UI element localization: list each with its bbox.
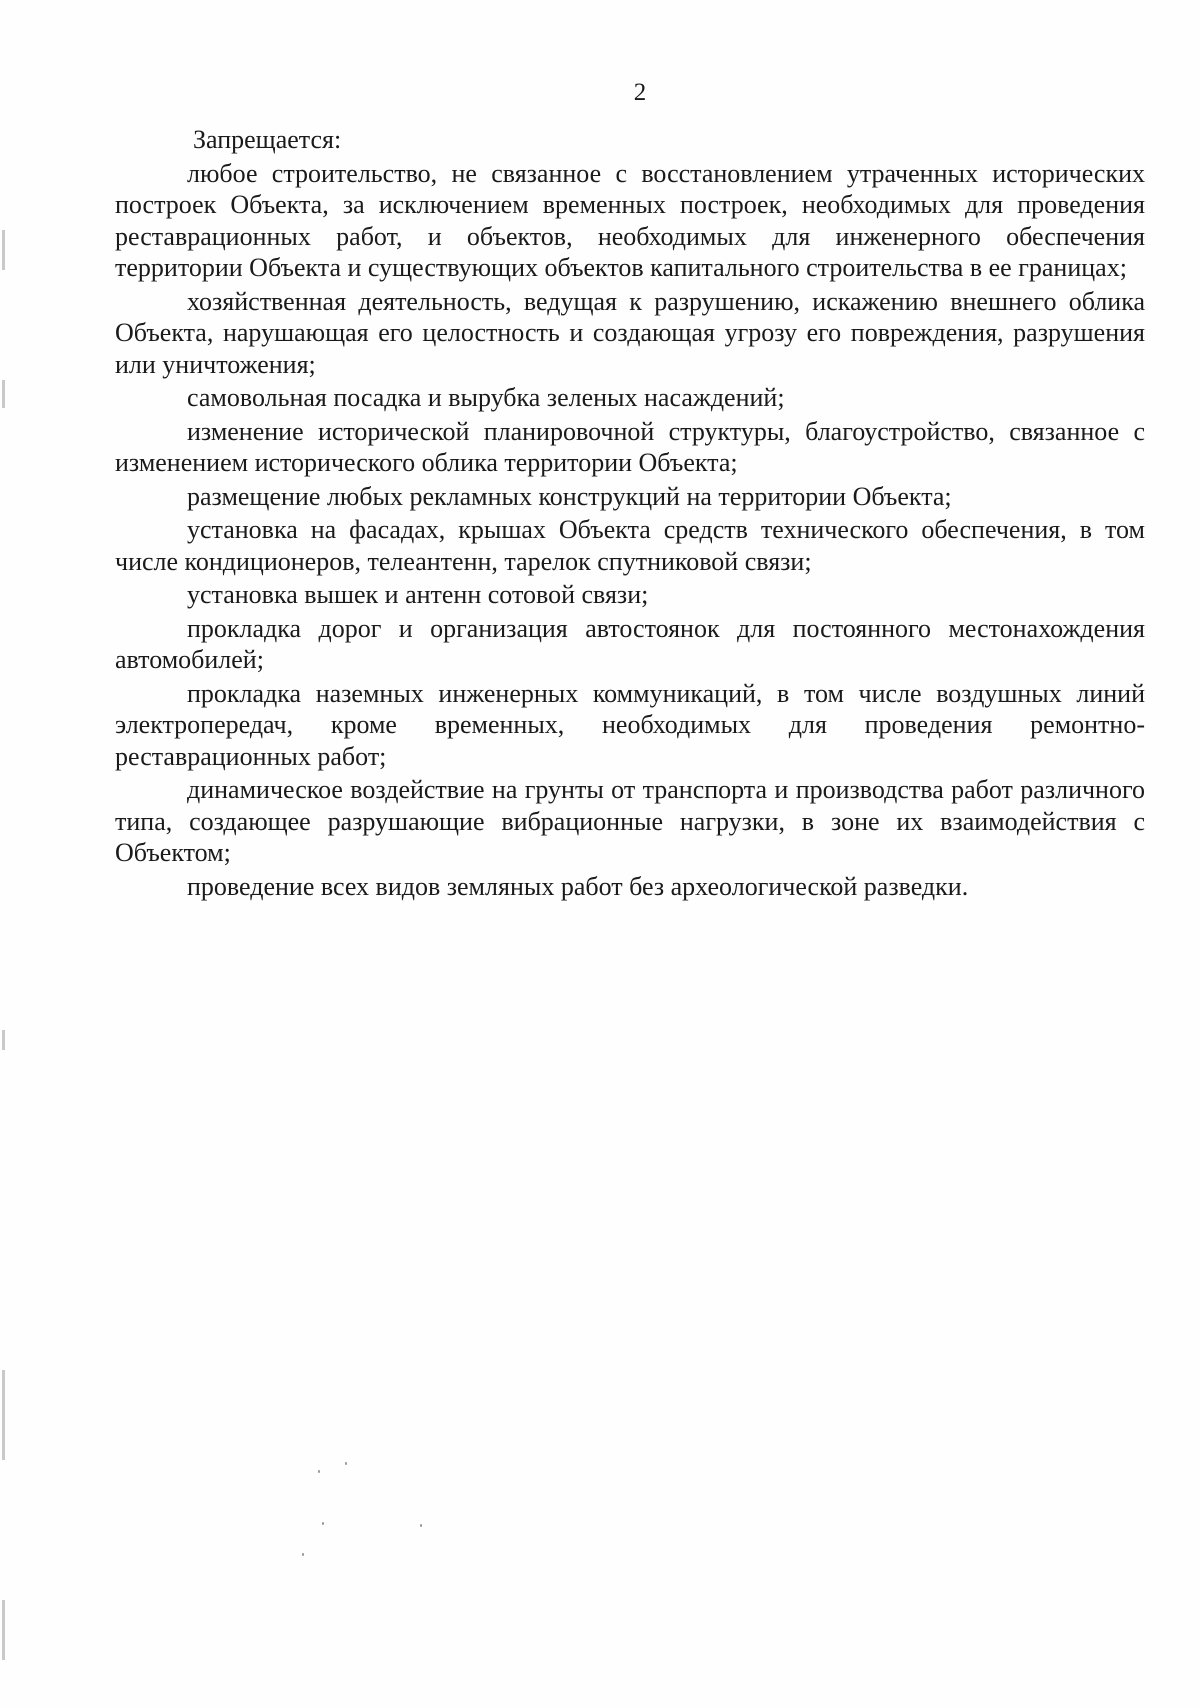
page-number: 2 <box>633 79 647 106</box>
scan-edge-mark <box>2 1370 5 1460</box>
prohibition-clause: размещение любых рекламных конструкций на территории Объекта; <box>187 481 952 511</box>
scan-speck <box>322 1522 324 1525</box>
scan-speck <box>318 1470 320 1473</box>
prohibition-clause: установка вышек и антенн сотовой связи; <box>187 580 649 609</box>
scan-speck <box>345 1462 347 1465</box>
prohibition-clause: хозяйственная деятельность, ведущая к разрушению, искажению внешнего облика Объекта, нарушающая его целостность и создающая угрозу его повреждения, разрушения или уничтожения; <box>115 286 1145 379</box>
scan-edge-mark <box>2 380 5 408</box>
scan-speck <box>302 1553 304 1556</box>
prohibition-clause: установка на фасадах, крышах Объекта средств технического обеспечения, в том числе кондиционеров, телеантенн, тарелок спутниковой связи; <box>115 515 1145 576</box>
prohibition-clause: проведение всех видов земляных работ без археологической разведки. <box>187 871 969 901</box>
prohibition-clause: самовольная посадка и вырубка зеленых насаждений; <box>187 383 785 412</box>
scan-edge-mark <box>2 1600 5 1660</box>
scan-edge-mark <box>2 1030 5 1050</box>
prohibition-clause: динамическое воздействие на грунты от транспорта и производства работ различного типа, создающее разрушающие вибрационные нагрузки, в зоне их взаимодействия с Объектом; <box>115 775 1145 867</box>
document-body <box>115 124 1145 904</box>
scan-speck <box>420 1524 422 1527</box>
prohibition-clause: любое строительство, не связанное с восстановлением утраченных исторических построек Объекта, за исключением временных построек, необходимых для проведения реставрационных работ, и объектов, необходимых для инженерного обеспечения территории Объекта и существующих объектов капитального строительства в ее границах; <box>115 158 1145 282</box>
prohibition-clause: прокладка дорог и организация автостоянок для постоянного местонахождения автомобилей; <box>115 613 1145 674</box>
section-heading: Запрещается: <box>193 125 342 154</box>
prohibition-clause: прокладка наземных инженерных коммуникаций, в том числе воздушных линий электропередач, кроме временных, необходимых для проведения ремонтно-реставрационных работ; <box>115 678 1145 771</box>
prohibition-clause: изменение исторической планировочной структуры, благоустройство, связанное с изменением исторического облика территории Объекта; <box>115 416 1145 477</box>
scan-edge-mark <box>2 230 5 270</box>
